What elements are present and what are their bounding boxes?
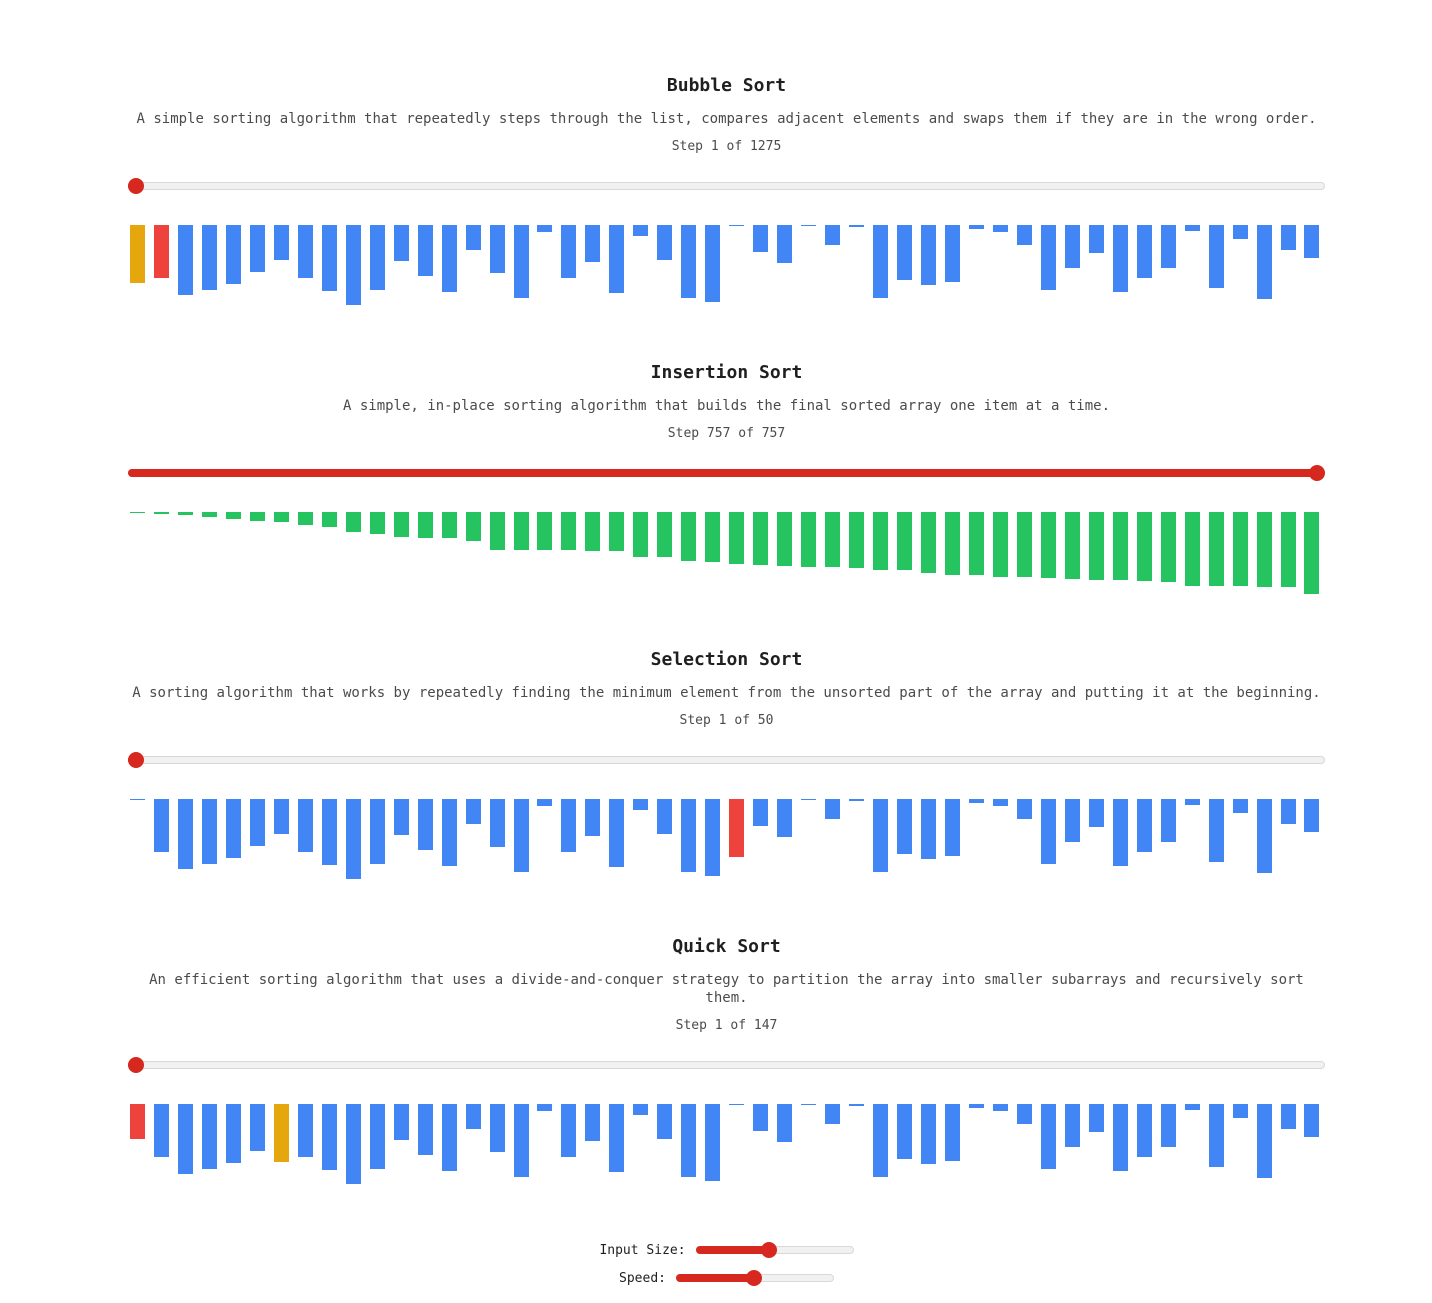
array-bar — [178, 799, 193, 869]
array-bar — [1113, 799, 1128, 866]
array-bar — [1257, 1104, 1272, 1178]
selection-sort-progress-slider[interactable] — [128, 752, 1325, 768]
quick-sort-step-counter: Step 1 of 147 — [675, 1018, 778, 1033]
array-bar — [705, 225, 720, 302]
array-bar — [1233, 1104, 1248, 1118]
array-bar — [945, 225, 960, 282]
array-bar — [178, 1104, 193, 1174]
array-bar — [130, 225, 145, 283]
array-bar — [849, 1104, 864, 1106]
array-bar — [1281, 799, 1296, 824]
array-bar — [490, 225, 505, 273]
array-bar — [897, 225, 912, 280]
bubble-sort-title: Bubble Sort — [666, 75, 787, 96]
array-bar — [561, 225, 576, 278]
array-bar — [849, 799, 864, 801]
array-bar — [1113, 512, 1128, 580]
array-bar — [897, 512, 912, 570]
array-bar — [609, 512, 624, 551]
array-bar — [1017, 225, 1032, 245]
array-bar — [633, 512, 648, 557]
array-bar — [226, 512, 241, 519]
array-bar — [274, 799, 289, 834]
array-bar — [1161, 512, 1176, 582]
array-bar — [370, 1104, 385, 1169]
array-bar — [705, 1104, 720, 1181]
array-bar — [418, 1104, 433, 1155]
array-bar — [729, 1104, 744, 1105]
array-bar — [226, 799, 241, 858]
array-bar — [1089, 512, 1104, 580]
array-bar — [1137, 799, 1152, 852]
array-bar — [801, 1104, 816, 1105]
array-bar — [777, 225, 792, 263]
array-bar — [298, 799, 313, 852]
array-bar — [226, 1104, 241, 1163]
array-bar — [466, 225, 481, 250]
slider-thumb[interactable] — [128, 178, 144, 194]
insertion-sort-progress-slider[interactable] — [128, 465, 1325, 481]
array-bar — [609, 1104, 624, 1172]
array-bar — [154, 225, 169, 278]
array-bar — [561, 799, 576, 852]
array-bar — [442, 512, 457, 538]
insertion-sort-step-counter: Step 757 of 757 — [667, 426, 786, 441]
array-bar — [394, 512, 409, 537]
array-bar — [250, 225, 265, 272]
array-bar — [825, 512, 840, 567]
array-bar — [633, 225, 648, 236]
array-bar — [849, 512, 864, 568]
array-bar — [753, 1104, 768, 1131]
array-bar — [178, 225, 193, 295]
bubble-sort-section — [128, 74, 1325, 315]
array-bar — [466, 799, 481, 824]
array-bar — [1185, 225, 1200, 231]
array-bar — [897, 799, 912, 854]
array-bar — [1185, 1104, 1200, 1110]
array-bar — [681, 1104, 696, 1177]
array-bar — [1065, 512, 1080, 579]
bubble-sort-step-counter: Step 1 of 1275 — [671, 139, 782, 154]
array-bar — [1065, 225, 1080, 268]
array-bar — [1304, 512, 1319, 594]
array-bar — [585, 799, 600, 836]
array-bar — [1281, 225, 1296, 250]
array-bar — [1137, 1104, 1152, 1157]
array-bar — [250, 799, 265, 846]
array-bar — [729, 512, 744, 564]
array-bar — [394, 799, 409, 835]
array-bar — [154, 799, 169, 852]
array-bar — [130, 512, 145, 513]
array-bar — [945, 1104, 960, 1161]
array-bar — [537, 225, 552, 232]
array-bar — [322, 1104, 337, 1170]
array-bar — [1281, 1104, 1296, 1129]
array-bar — [298, 512, 313, 525]
array-bar — [681, 799, 696, 872]
array-bar — [418, 512, 433, 538]
array-bar — [609, 225, 624, 293]
array-bar — [250, 1104, 265, 1151]
insertion-sort-section — [128, 361, 1325, 602]
array-bar — [514, 1104, 529, 1177]
array-bar — [969, 1104, 984, 1108]
bubble-sort-progress-slider[interactable] — [128, 178, 1325, 194]
quick-sort-bar-chart — [130, 1104, 1320, 1194]
selection-sort-step-counter: Step 1 of 50 — [679, 713, 774, 728]
array-bar — [561, 1104, 576, 1157]
array-bar — [801, 225, 816, 226]
array-bar — [585, 1104, 600, 1141]
array-bar — [274, 225, 289, 260]
slider-fill — [128, 469, 1317, 477]
array-bar — [585, 225, 600, 262]
array-bar — [969, 225, 984, 229]
array-bar — [226, 225, 241, 284]
array-bar — [1089, 799, 1104, 827]
array-bar — [370, 225, 385, 290]
array-bar — [993, 225, 1008, 232]
speed-label: Speed: — [619, 1270, 666, 1286]
array-bar — [1304, 799, 1319, 832]
array-bar — [154, 1104, 169, 1157]
quick-sort-progress-slider[interactable] — [128, 1057, 1325, 1073]
selection-sort-description: A sorting algorithm that works by repeatedly finding the minimum element from the unsorted part of the array and putting it at the beginning. — [132, 685, 1321, 701]
array-bar — [394, 1104, 409, 1140]
bubble-sort-bar-chart — [130, 225, 1320, 315]
insertion-sort-description: A simple, in-place sorting algorithm that builds the final sorted array one item at a time. — [342, 398, 1110, 414]
selection-sort-bar-chart — [130, 799, 1320, 889]
array-bar — [753, 225, 768, 252]
array-bar — [825, 799, 840, 819]
speed-control-row — [128, 1268, 1325, 1288]
array-bar — [945, 799, 960, 856]
array-bar — [1137, 225, 1152, 278]
array-bar — [274, 512, 289, 522]
array-bar — [1209, 225, 1224, 288]
array-bar — [346, 799, 361, 879]
array-bar — [442, 225, 457, 292]
array-bar — [633, 799, 648, 810]
array-bar — [945, 512, 960, 575]
array-bar — [777, 512, 792, 566]
array-bar — [1281, 512, 1296, 587]
array-bar — [1161, 225, 1176, 268]
array-bar — [202, 225, 217, 290]
array-bar — [322, 799, 337, 865]
array-bar — [537, 512, 552, 550]
array-bar — [298, 1104, 313, 1157]
array-bar — [490, 799, 505, 847]
array-bar — [1257, 225, 1272, 299]
array-bar — [1113, 1104, 1128, 1171]
array-bar — [969, 799, 984, 803]
array-bar — [777, 799, 792, 837]
array-bar — [1089, 225, 1104, 253]
array-bar — [1233, 799, 1248, 813]
array-bar — [1113, 225, 1128, 292]
array-bar — [298, 225, 313, 278]
slider-track — [128, 182, 1325, 190]
array-bar — [585, 512, 600, 551]
array-bar — [346, 225, 361, 305]
quick-sort-description: An efficient sorting algorithm that uses a divide-and-conquer strategy to partition the array into smaller subarrays and recursively sort them. — [149, 972, 1304, 1006]
slider-thumb[interactable] — [761, 1242, 777, 1258]
array-bar — [274, 1104, 289, 1162]
array-bar — [537, 1104, 552, 1111]
slider-thumb[interactable] — [746, 1270, 762, 1286]
array-bar — [657, 1104, 672, 1139]
array-bar — [921, 512, 936, 573]
array-bar — [1089, 1104, 1104, 1132]
array-bar — [1304, 1104, 1319, 1137]
array-bar — [1233, 512, 1248, 586]
array-bar — [657, 799, 672, 834]
array-bar — [1304, 225, 1319, 258]
slider-fill — [676, 1274, 754, 1282]
quick-sort-section — [128, 935, 1325, 1194]
array-bar — [1017, 1104, 1032, 1124]
array-bar — [873, 799, 888, 872]
array-bar — [370, 512, 385, 534]
insertion-sort-bar-chart — [130, 512, 1320, 602]
array-bar — [969, 512, 984, 575]
speed-slider[interactable] — [676, 1270, 834, 1286]
array-bar — [202, 799, 217, 864]
array-bar — [1257, 799, 1272, 873]
array-bar — [394, 225, 409, 261]
array-bar — [729, 799, 744, 857]
array-bar — [1257, 512, 1272, 587]
array-bar — [1041, 799, 1056, 864]
input-size-label: Input Size: — [599, 1242, 686, 1258]
array-bar — [657, 512, 672, 557]
array-bar — [993, 1104, 1008, 1111]
slider-thumb[interactable] — [128, 752, 144, 768]
array-bar — [1161, 799, 1176, 842]
array-bar — [442, 799, 457, 866]
bubble-sort-description: A simple sorting algorithm that repeatedly steps through the list, compares adjacent elements and swaps them if they are in the wrong order. — [136, 111, 1317, 127]
array-bar — [1065, 799, 1080, 842]
array-bar — [1041, 1104, 1056, 1169]
array-bar — [322, 225, 337, 291]
array-bar — [801, 799, 816, 800]
array-bar — [873, 1104, 888, 1177]
array-bar — [322, 512, 337, 527]
array-bar — [130, 799, 145, 800]
array-bar — [609, 799, 624, 867]
array-bar — [514, 512, 529, 550]
array-bar — [1209, 512, 1224, 586]
array-bar — [1017, 512, 1032, 577]
array-bar — [633, 1104, 648, 1115]
array-bar — [681, 512, 696, 561]
slider-track — [128, 1061, 1325, 1069]
array-bar — [921, 225, 936, 285]
array-bar — [1041, 512, 1056, 578]
slider-fill — [696, 1246, 769, 1254]
array-bar — [418, 225, 433, 276]
array-bar — [442, 1104, 457, 1171]
array-bar — [993, 799, 1008, 806]
array-bar — [418, 799, 433, 850]
array-bar — [705, 799, 720, 876]
quick-sort-title: Quick Sort — [672, 936, 781, 957]
array-bar — [370, 799, 385, 864]
array-bar — [466, 512, 481, 541]
array-bar — [250, 512, 265, 521]
slider-thumb[interactable] — [128, 1057, 144, 1073]
array-bar — [466, 1104, 481, 1129]
array-bar — [993, 512, 1008, 577]
array-bar — [1137, 512, 1152, 581]
array-bar — [561, 512, 576, 550]
array-bar — [753, 799, 768, 826]
array-bar — [346, 512, 361, 532]
input-size-control-row — [128, 1240, 1325, 1260]
array-bar — [490, 512, 505, 550]
array-bar — [921, 1104, 936, 1164]
array-bar — [1065, 1104, 1080, 1147]
array-bar — [705, 512, 720, 562]
array-bar — [657, 225, 672, 260]
insertion-sort-title: Insertion Sort — [650, 362, 803, 383]
array-bar — [897, 1104, 912, 1159]
array-bar — [729, 225, 744, 226]
array-bar — [537, 799, 552, 806]
array-bar — [873, 225, 888, 298]
array-bar — [1017, 799, 1032, 819]
array-bar — [825, 225, 840, 245]
input-size-slider[interactable] — [696, 1242, 854, 1258]
array-bar — [514, 225, 529, 298]
array-bar — [849, 225, 864, 227]
global-controls — [128, 1240, 1325, 1288]
array-bar — [346, 1104, 361, 1184]
selection-sort-title: Selection Sort — [650, 649, 803, 670]
array-bar — [1161, 1104, 1176, 1147]
array-bar — [1209, 799, 1224, 862]
array-bar — [154, 512, 169, 514]
selection-sort-section — [128, 648, 1325, 889]
array-bar — [681, 225, 696, 298]
array-bar — [873, 512, 888, 570]
array-bar — [1233, 225, 1248, 239]
slider-track — [128, 756, 1325, 764]
array-bar — [1185, 512, 1200, 586]
array-bar — [753, 512, 768, 565]
array-bar — [490, 1104, 505, 1152]
array-bar — [514, 799, 529, 872]
array-bar — [777, 1104, 792, 1142]
array-bar — [801, 512, 816, 567]
slider-thumb[interactable] — [1309, 465, 1325, 481]
array-bar — [1041, 225, 1056, 290]
array-bar — [1209, 1104, 1224, 1167]
array-bar — [921, 799, 936, 859]
sorting-visualizer-page — [128, 0, 1325, 1303]
array-bar — [178, 512, 193, 515]
array-bar — [202, 512, 217, 517]
array-bar — [130, 1104, 145, 1139]
array-bar — [1185, 799, 1200, 805]
array-bar — [825, 1104, 840, 1124]
array-bar — [202, 1104, 217, 1169]
